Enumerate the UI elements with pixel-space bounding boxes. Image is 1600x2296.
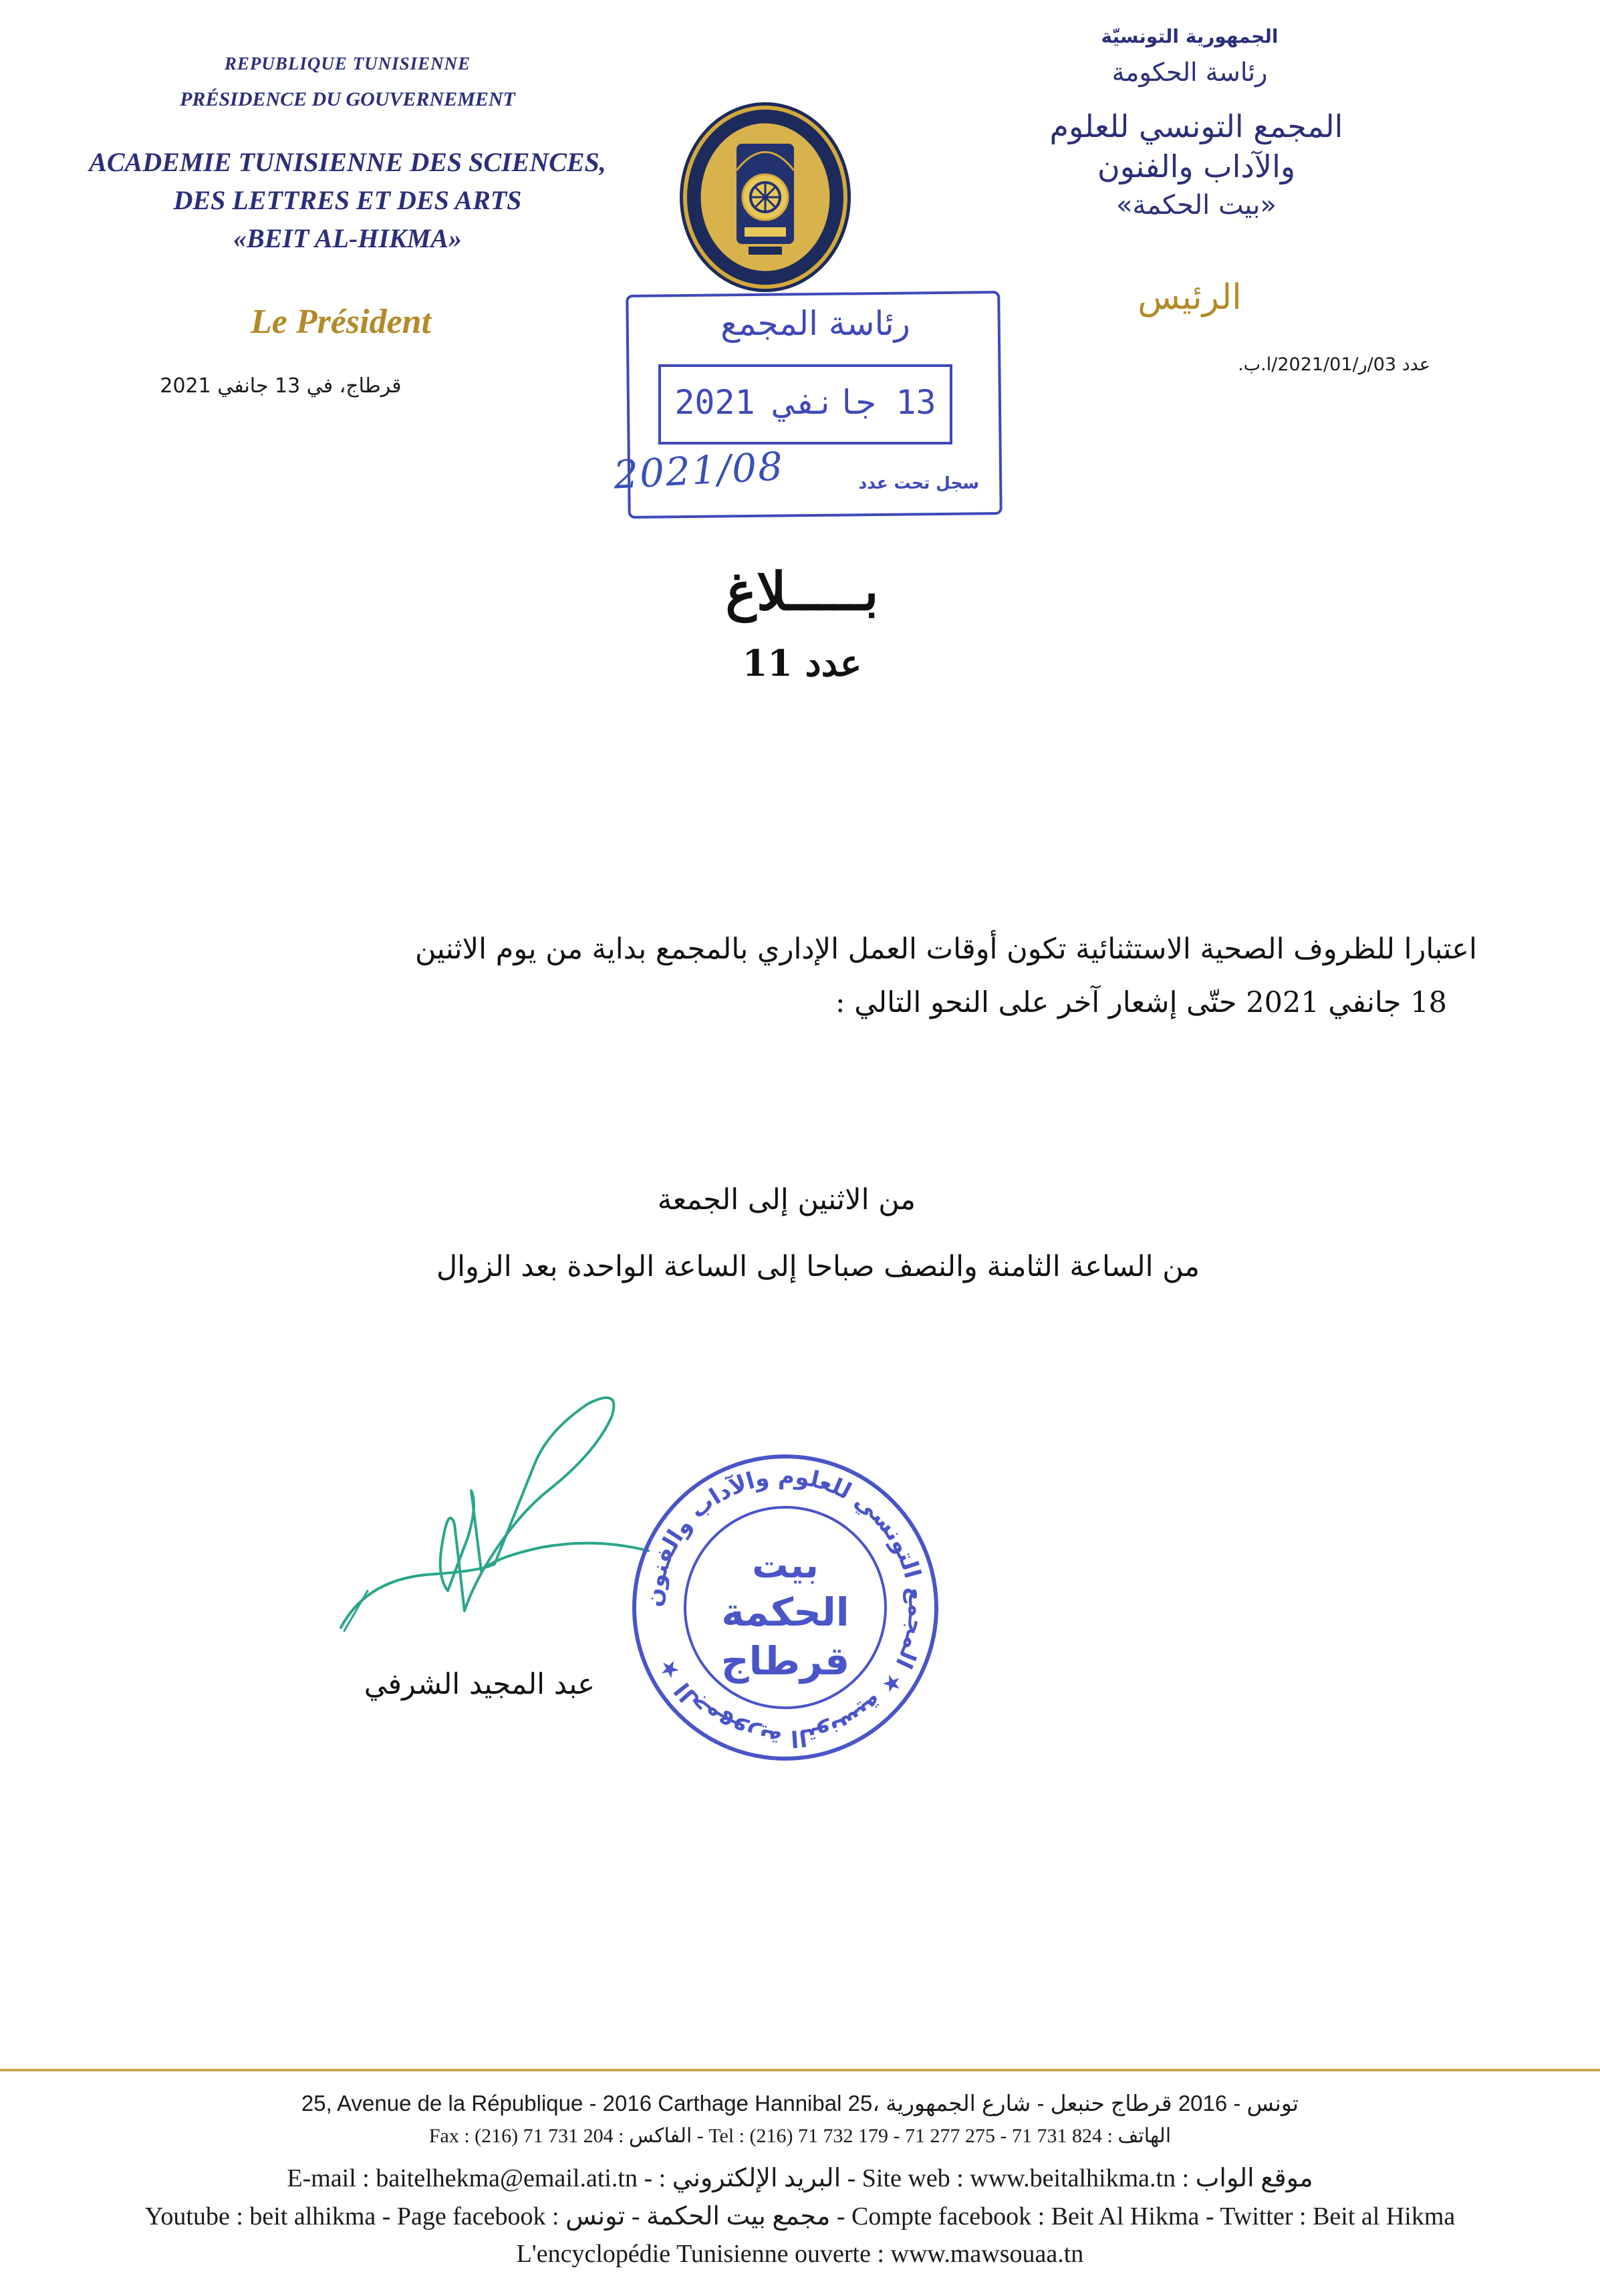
government-label-ar: رئاسة الحكومة: [1111, 57, 1268, 87]
reference-number: عدد 03/ر/2021/01/ا.ب.: [1238, 354, 1430, 375]
academy-name-line2-fr: DES LETTRES ET DES ARTS: [173, 185, 522, 215]
academy-name-line1-ar: المجمع التونسي للعلوم: [1049, 108, 1343, 144]
seal-outer-text: الجمهورية التونسية ★ المجمع التونسي للعلوم والآداب والفنون ★: [640, 1462, 930, 1753]
footer-social: Youtube : beit alhikma - Page facebook : مجمع بيت الحكمة - تونس - Compte facebook : Beit Al Hikma - Twitter : Beit al Hikma: [144, 2202, 1456, 2230]
announcement-line1: اعتبارا للظروف الصحية الاستثنائية تكون أوقات العمل الإداري بالمجمع بداية من يوم الاثنين: [414, 932, 1477, 966]
official-seal-icon: [628, 1450, 942, 1765]
footer-address: 25, Avenue de la République - 2016 Carthage Hannibal تونس - 2016 قرطاج حنبعل - شارع الجمهورية ،25: [301, 2091, 1299, 2116]
academy-emblem-icon: [675, 97, 855, 297]
registration-number-handwritten: 2021/08: [612, 443, 785, 498]
academy-name-line2-ar: والآداب والفنون: [1097, 148, 1296, 184]
registration-label: سجل تحت عدد: [858, 473, 979, 493]
footer-email-web: E-mail : baitelhekma@email.ati.tn - : البريد الإلكتروني - Site web : www.beitalhikma.tn : موقع الواب: [287, 2164, 1313, 2192]
president-title-ar: الرئيس: [1138, 277, 1242, 317]
received-stamp-date: 13 جانفي 2021: [674, 383, 936, 422]
received-stamp-title: رئاسة المجمع: [720, 304, 910, 343]
academy-name-line1-fr: ACADEMIE TUNISIENNE DES SCIENCES,: [89, 147, 606, 177]
seal-center-line2: الحكمة: [721, 1589, 849, 1635]
president-title-fr: Le Président: [250, 303, 432, 341]
academy-name-line3-fr: «BEIT AL-HIKMA»: [233, 223, 462, 253]
announcement-line2: 18 جانفي 2021 حتّى إشعار آخر على النحو التالي :: [835, 986, 1447, 1019]
seal-center-line3: قرطاج: [720, 1638, 850, 1684]
academy-name-line3-ar: «بيت الحكمة»: [1116, 190, 1277, 221]
document-title: بـــــلاغ: [725, 561, 879, 622]
schedule-days: من الاثنين إلى الجمعة: [657, 1183, 916, 1217]
footer-phone-fax: Fax : (216) 71 731 204 : الفاكس - Tel : (216) 71 732 179 - 71 277 275 - 71 731 824 : الهاتف: [428, 2125, 1172, 2147]
footer-divider: [0, 2069, 1600, 2071]
document-number: عدد 11: [742, 642, 862, 684]
republic-label-ar: الجمهورية التونسيّة: [1101, 25, 1279, 47]
schedule-hours: من الساعة الثامنة والنصف صباحا إلى الساعة الواحدة بعد الزوال: [436, 1250, 1200, 1283]
government-label-fr: PRÉSIDENCE DU GOUVERNEMENT: [180, 88, 515, 110]
seal-center-line1: بيت: [752, 1544, 819, 1586]
footer-encyclopedia: L'encyclopédie Tunisienne ouverte : www.mawsouaa.tn: [516, 2240, 1084, 2268]
republic-label-fr: REPUBLIQUE TUNISIENNE: [224, 53, 471, 74]
signer-name: عبد المجيد الشرفي: [364, 1668, 595, 1701]
signature-icon: [327, 1390, 662, 1671]
issue-date: قرطاج، في 13 جانفي 2021: [160, 374, 402, 398]
